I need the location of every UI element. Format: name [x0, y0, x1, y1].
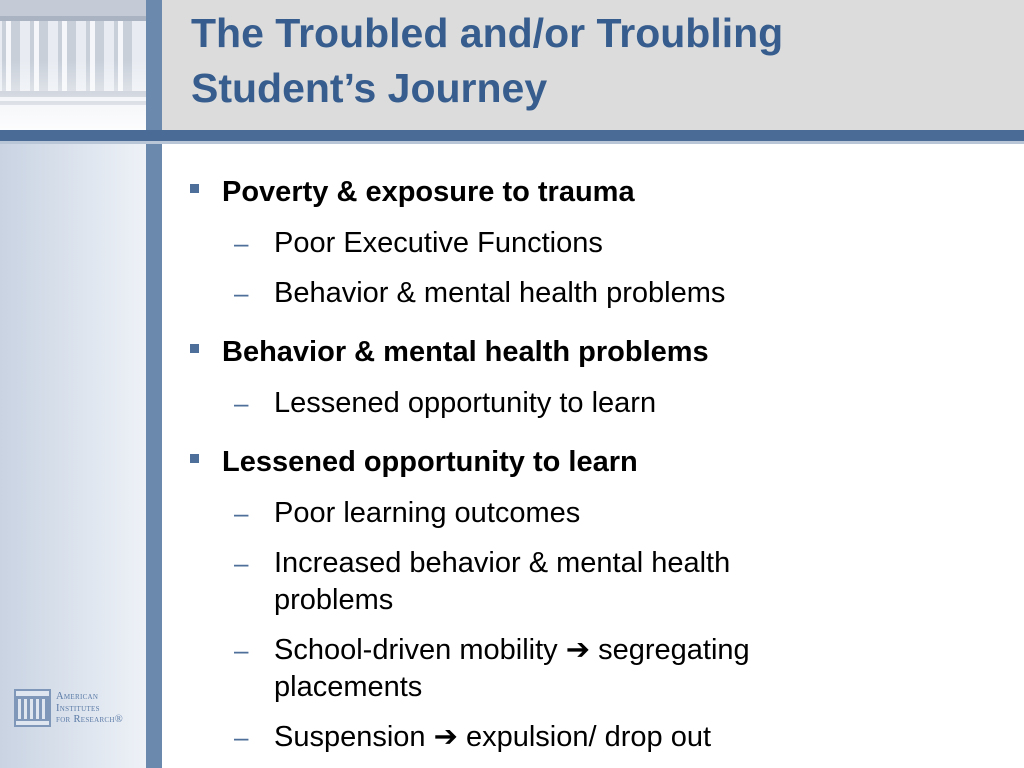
bullet-text: Poverty & exposure to trauma — [222, 176, 635, 208]
building-columns-icon — [14, 689, 51, 727]
sub-bullet-text: Poor Executive Functions — [274, 227, 603, 259]
vertical-accent-stripe — [146, 0, 162, 768]
dash-bullet-icon: – — [234, 278, 249, 308]
dash-bullet-icon: – — [234, 388, 249, 418]
dash-bullet-icon: – — [234, 498, 249, 528]
dash-bullet-icon: – — [234, 228, 249, 258]
sub-bullet-text-line-1: Increased behavior & mental health — [274, 547, 731, 579]
sub-bullet-increased-behavior — [190, 545, 1010, 619]
sub-bullet-poor-learning-outcomes — [190, 495, 1010, 532]
logo-line-2: Institutes — [56, 702, 100, 714]
dash-bullet-icon: – — [234, 635, 249, 665]
slide-title-line-1: The Troubled and/or Troubling — [191, 10, 784, 56]
sub-bullet-school-driven-mobility — [190, 632, 1010, 706]
sub-bullet-text: Poor learning outcomes — [274, 497, 581, 529]
slide-title-line-2: Student’s Journey — [191, 65, 548, 111]
bullet-poverty-trauma — [190, 172, 1010, 212]
logo-wordmark — [56, 691, 123, 726]
sub-bullet-text-line-2: placements — [274, 671, 423, 703]
sub-bullet-text-line-1: School-driven mobility ➔ segregating — [274, 634, 750, 666]
header-rule — [0, 130, 1024, 141]
square-bullet-icon — [190, 184, 199, 193]
square-bullet-icon — [190, 344, 199, 353]
square-bullet-icon — [190, 454, 199, 463]
columns-image — [0, 0, 160, 130]
logo-line-1: American — [56, 691, 99, 702]
sub-bullet-text: Behavior & mental health problems — [274, 277, 726, 309]
dash-bullet-icon: – — [234, 722, 249, 752]
slide-title — [191, 6, 1011, 116]
sub-bullet-lessened-opportunity — [190, 385, 1010, 422]
air-logo — [14, 689, 149, 729]
slide-content — [190, 172, 1010, 756]
bullet-behavior-mental-health — [190, 332, 1010, 372]
bullet-text: Behavior & mental health problems — [222, 336, 709, 368]
sub-bullet-executive-functions — [190, 225, 1010, 262]
header-rule-shadow — [0, 141, 1024, 144]
sub-bullet-text: Suspension ➔ expulsion/ drop out — [274, 721, 712, 753]
sub-bullet-text-line-2: problems — [274, 584, 394, 616]
logo-line-3: for Research® — [56, 714, 124, 725]
sub-bullet-behavior-mental-health — [190, 275, 1010, 312]
sub-bullet-suspension — [190, 719, 1010, 756]
dash-bullet-icon: – — [234, 548, 249, 578]
bullet-text: Lessened opportunity to learn — [222, 446, 638, 478]
bullet-lessened-opportunity — [190, 442, 1010, 482]
sub-bullet-text: Lessened opportunity to learn — [274, 387, 657, 419]
